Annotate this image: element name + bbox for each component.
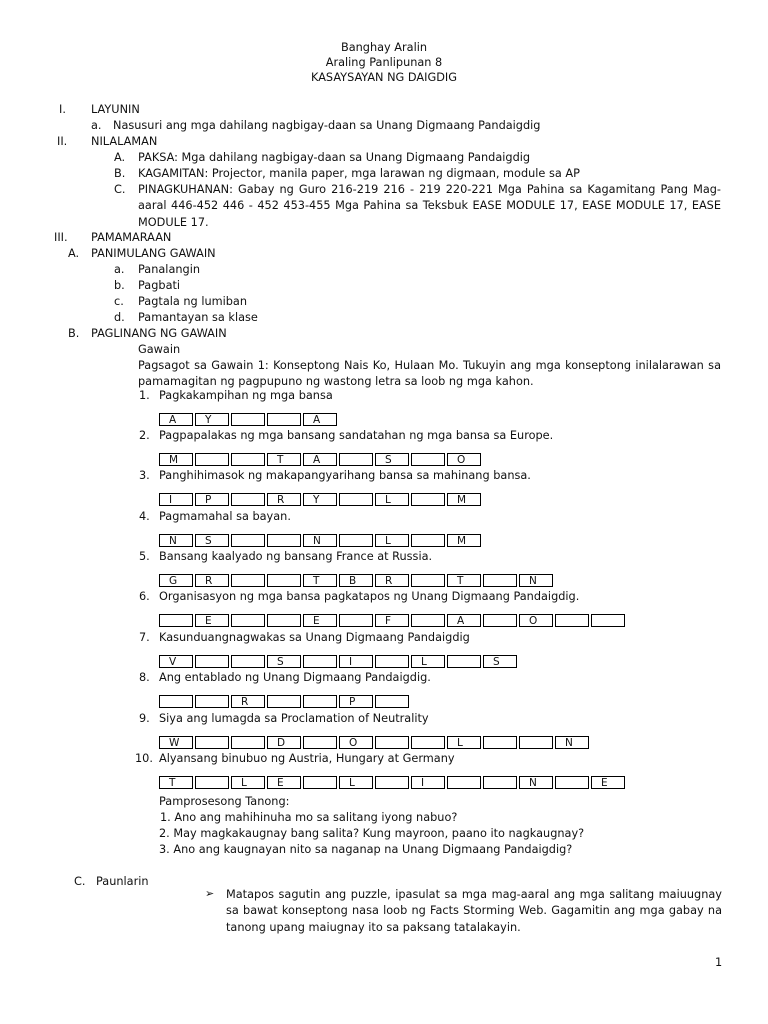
letter-box[interactable]: A xyxy=(447,614,481,627)
puzzle-clue: Kasunduangnagwakas sa Unang Digmaang Pandaigdig xyxy=(159,631,470,644)
puzzle-clue: Ang entablado ng Unang Digmaang Pandaigdig. xyxy=(159,671,431,684)
letter-box[interactable]: M xyxy=(447,534,481,547)
letter-box[interactable]: R xyxy=(195,574,229,587)
letter-box[interactable]: T xyxy=(303,574,337,587)
puzzle-number: 1. xyxy=(139,389,150,402)
letter-box[interactable] xyxy=(411,614,445,627)
letter-box[interactable]: O xyxy=(519,614,553,627)
letter-box[interactable]: M xyxy=(159,453,193,466)
letter-box[interactable] xyxy=(231,453,265,466)
letter-box[interactable]: E xyxy=(591,776,625,789)
puzzle-number: 5. xyxy=(139,550,150,563)
subsection-title: Paunlarin xyxy=(96,875,149,888)
puzzle-clue: Bansang kaalyado ng bansang France at Russia. xyxy=(159,550,433,563)
letter-box[interactable]: O xyxy=(447,453,481,466)
puzzle-number: 4. xyxy=(139,510,150,523)
section-number: I. xyxy=(59,103,66,116)
letter-box[interactable]: T xyxy=(267,453,301,466)
letter-box[interactable] xyxy=(411,453,445,466)
letter-box[interactable]: N xyxy=(555,736,589,749)
section-number: II. xyxy=(57,135,68,148)
letter-box[interactable]: I xyxy=(411,776,445,789)
letter-box[interactable] xyxy=(231,493,265,506)
letter-box[interactable] xyxy=(411,574,445,587)
letter-box[interactable]: E xyxy=(267,776,301,789)
letter-box[interactable] xyxy=(231,614,265,627)
doc-topic: KASAYSAYAN NG DAIGDIG xyxy=(311,71,457,84)
letter-box[interactable]: D xyxy=(267,736,301,749)
letter-box[interactable] xyxy=(303,655,337,668)
list-letter: C. xyxy=(74,875,86,888)
list-letter: a. xyxy=(114,263,125,276)
letter-box[interactable]: N xyxy=(519,776,553,789)
pinagkuhanan-text: PINAGKUHANAN: Gabay ng Guro 216-219 216 - 219 220-221 Mga Pahina sa Kagamitang Pang Mag-aaral 446-452 446 - 452 453-455 Mga Pahina sa Teksbuk EASE MODULE 17, EASE MODULE 17, EASE MODULE 17. xyxy=(138,183,721,229)
letter-box[interactable] xyxy=(267,574,301,587)
list-letter: c. xyxy=(114,295,124,308)
puzzle-number: 8. xyxy=(139,671,150,684)
section-title-pamamaraan: PAMAMARAAN xyxy=(91,231,172,244)
page-number: 1 xyxy=(715,956,723,969)
letter-box[interactable] xyxy=(159,614,193,627)
letter-box[interactable] xyxy=(483,736,517,749)
letter-box[interactable]: E xyxy=(303,614,337,627)
letter-box[interactable]: N xyxy=(303,534,337,547)
letter-box[interactable] xyxy=(339,614,373,627)
letter-box[interactable]: P xyxy=(339,695,373,708)
list-letter: C. xyxy=(114,183,126,196)
letter-box-row xyxy=(159,614,627,627)
letter-box[interactable]: R xyxy=(267,493,301,506)
letter-box[interactable]: R xyxy=(375,574,409,587)
letter-box[interactable]: N xyxy=(519,574,553,587)
letter-box[interactable] xyxy=(267,695,301,708)
letter-box-row xyxy=(159,736,591,749)
letter-box[interactable] xyxy=(375,655,409,668)
letter-box[interactable]: L xyxy=(375,493,409,506)
letter-box[interactable] xyxy=(375,736,409,749)
puzzle-number: 3. xyxy=(139,469,150,482)
letter-box[interactable]: S xyxy=(267,655,301,668)
letter-box-row xyxy=(159,574,555,587)
list-letter: B. xyxy=(114,167,126,180)
subsection-title: PAGLINANG NG GAWAIN xyxy=(91,327,227,340)
letter-box[interactable]: L xyxy=(411,655,445,668)
letter-box[interactable]: G xyxy=(159,574,193,587)
letter-box-row xyxy=(159,534,483,547)
letter-box[interactable] xyxy=(231,574,265,587)
letter-box[interactable] xyxy=(339,493,373,506)
letter-box[interactable]: W xyxy=(159,736,193,749)
letter-box[interactable] xyxy=(483,614,517,627)
letter-box[interactable] xyxy=(231,534,265,547)
letter-box[interactable]: P xyxy=(195,493,229,506)
puzzle-clue: Pagkakampihan ng mga bansa xyxy=(159,389,333,402)
letter-box[interactable]: S xyxy=(483,655,517,668)
letter-box[interactable]: N xyxy=(159,534,193,547)
letter-box[interactable]: A xyxy=(159,413,193,426)
letter-box[interactable]: A xyxy=(303,413,337,426)
list-letter: a. xyxy=(91,119,102,132)
letter-box[interactable] xyxy=(303,736,337,749)
list-item: Pagbati xyxy=(138,279,181,292)
letter-box[interactable]: S xyxy=(375,453,409,466)
letter-box[interactable]: I xyxy=(339,655,373,668)
letter-box[interactable] xyxy=(411,736,445,749)
question-item: 3. Ano ang kaugnayan nito sa naganap na Unang Digmaang Pandaigdig? xyxy=(159,843,573,856)
puzzle-clue: Panghihimasok ng makapangyarihang bansa sa mahinang bansa. xyxy=(159,469,531,482)
letter-box[interactable] xyxy=(591,614,625,627)
letter-box[interactable] xyxy=(195,736,229,749)
paksa-text: PAKSA: Mga dahilang nagbigay-daan sa Unang Digmaang Pandaigdig xyxy=(138,151,531,164)
letter-box[interactable] xyxy=(195,655,229,668)
letter-box[interactable] xyxy=(303,776,337,789)
puzzle-number: 7. xyxy=(139,631,150,644)
list-item: Pagtala ng lumiban xyxy=(138,295,248,308)
letter-box[interactable]: B xyxy=(339,574,373,587)
section-title-layunin: LAYUNIN xyxy=(91,103,140,116)
letter-box[interactable]: Y xyxy=(195,413,229,426)
puzzle-clue: Siya ang lumagda sa Proclamation of Neutrality xyxy=(159,712,429,725)
puzzle-clue: Organisasyon ng mga bansa pagkatapos ng Unang Digmaang Pandaigdig. xyxy=(159,590,580,603)
letter-box-row xyxy=(159,493,483,506)
letter-box[interactable] xyxy=(195,776,229,789)
question-item: 2. May magkakaugnay bang salita? Kung mayroon, paano ito nagkaugnay? xyxy=(159,827,585,840)
list-item: Pamantayan sa klase xyxy=(138,311,258,324)
letter-box[interactable]: A xyxy=(303,453,337,466)
list-letter: A. xyxy=(68,247,80,260)
letter-box[interactable]: T xyxy=(159,776,193,789)
letter-box[interactable] xyxy=(267,534,301,547)
puzzle-clue: Pagpapalakas ng mga bansang sandatahan ng mga bansa sa Europe. xyxy=(159,429,554,442)
letter-box[interactable] xyxy=(195,453,229,466)
letter-box[interactable]: R xyxy=(231,695,265,708)
list-letter: b. xyxy=(114,279,125,292)
list-letter: A. xyxy=(114,151,126,164)
processing-questions-title: Pamprosesong Tanong: xyxy=(159,795,290,808)
objective-text: Nasusuri ang mga dahilang nagbigay-daan sa Unang Digmaang Pandaigdig xyxy=(113,119,541,132)
letter-box[interactable]: L xyxy=(231,776,265,789)
letter-box[interactable] xyxy=(267,413,301,426)
letter-box[interactable]: T xyxy=(447,574,481,587)
subsection-title: PANIMULANG GAWAIN xyxy=(91,247,216,260)
list-letter: B. xyxy=(68,327,80,340)
doc-title: Banghay Aralin xyxy=(340,41,428,54)
puzzle-number: 9. xyxy=(139,712,150,725)
letter-box[interactable] xyxy=(375,776,409,789)
letter-box[interactable] xyxy=(555,614,589,627)
letter-box[interactable] xyxy=(231,736,265,749)
question-item: 1. Ano ang mahihinuha mo sa salitang iyong nabuo? xyxy=(160,811,458,824)
letter-box[interactable] xyxy=(411,493,445,506)
puzzle-number: 2. xyxy=(139,429,150,442)
letter-box[interactable] xyxy=(555,776,589,789)
kagamitan-text: KAGAMITAN: Projector, manila paper, mga larawan ng digmaan, module sa AP xyxy=(138,167,580,180)
letter-box[interactable] xyxy=(339,453,373,466)
letter-box[interactable] xyxy=(519,736,553,749)
letter-box[interactable] xyxy=(303,695,337,708)
letter-box[interactable] xyxy=(483,574,517,587)
letter-box[interactable] xyxy=(411,534,445,547)
letter-box[interactable]: I xyxy=(159,493,193,506)
letter-box-row xyxy=(159,655,519,668)
letter-box[interactable] xyxy=(483,776,517,789)
gawain-label: Gawain xyxy=(138,343,181,356)
letter-box[interactable] xyxy=(447,776,481,789)
letter-box[interactable]: Y xyxy=(303,493,337,506)
doc-subject: Araling Panlipunan 8 xyxy=(325,56,443,69)
letter-box[interactable] xyxy=(447,655,481,668)
puzzle-number: 10. xyxy=(135,752,153,765)
letter-box[interactable] xyxy=(231,655,265,668)
letter-box[interactable]: L xyxy=(339,776,373,789)
letter-box[interactable]: S xyxy=(195,534,229,547)
arrow-bullet-icon: ➢ xyxy=(205,887,215,900)
letter-box-row xyxy=(159,695,411,708)
letter-box[interactable] xyxy=(339,534,373,547)
puzzle-clue: Pagmamahal sa bayan. xyxy=(159,510,291,523)
letter-box[interactable]: F xyxy=(375,614,409,627)
letter-box[interactable] xyxy=(375,695,409,708)
letter-box[interactable]: M xyxy=(447,493,481,506)
letter-box[interactable]: E xyxy=(195,614,229,627)
letter-box-row xyxy=(159,413,339,426)
activity-instruction: Pagsagot sa Gawain 1: Konseptong Nais Ko, Hulaan Mo. Tukuyin ang mga konseptong inilalarawan sa pamamagitan ng pagpupuno ng wastong letra sa loob ng mga kahon. xyxy=(138,359,721,389)
section-title-nilalaman: NILALAMAN xyxy=(91,135,158,148)
section-number: III. xyxy=(54,231,68,244)
letter-box[interactable] xyxy=(195,695,229,708)
letter-box-row xyxy=(159,453,483,466)
letter-box[interactable]: V xyxy=(159,655,193,668)
letter-box[interactable]: L xyxy=(447,736,481,749)
list-letter: d. xyxy=(114,311,125,324)
letter-box-row xyxy=(159,776,627,789)
list-item: Panalangin xyxy=(138,263,201,276)
letter-box[interactable]: L xyxy=(375,534,409,547)
puzzle-clue: Alyansang binubuo ng Austria, Hungary at Germany xyxy=(159,752,455,765)
letter-box[interactable]: O xyxy=(339,736,373,749)
letter-box[interactable] xyxy=(159,695,193,708)
letter-box[interactable] xyxy=(267,614,301,627)
puzzle-number: 6. xyxy=(139,590,150,603)
paunlarin-text: Matapos sagutin ang puzzle, ipasulat sa mga mag-aaral ang mga salitang maiuugnay sa bawat konseptong nasa loob ng Facts Storming Web. Gagamitin ang mga gabay na tanong upang maiugnay ito sa paksang tatalakayin. xyxy=(226,888,722,934)
letter-box[interactable] xyxy=(231,413,265,426)
